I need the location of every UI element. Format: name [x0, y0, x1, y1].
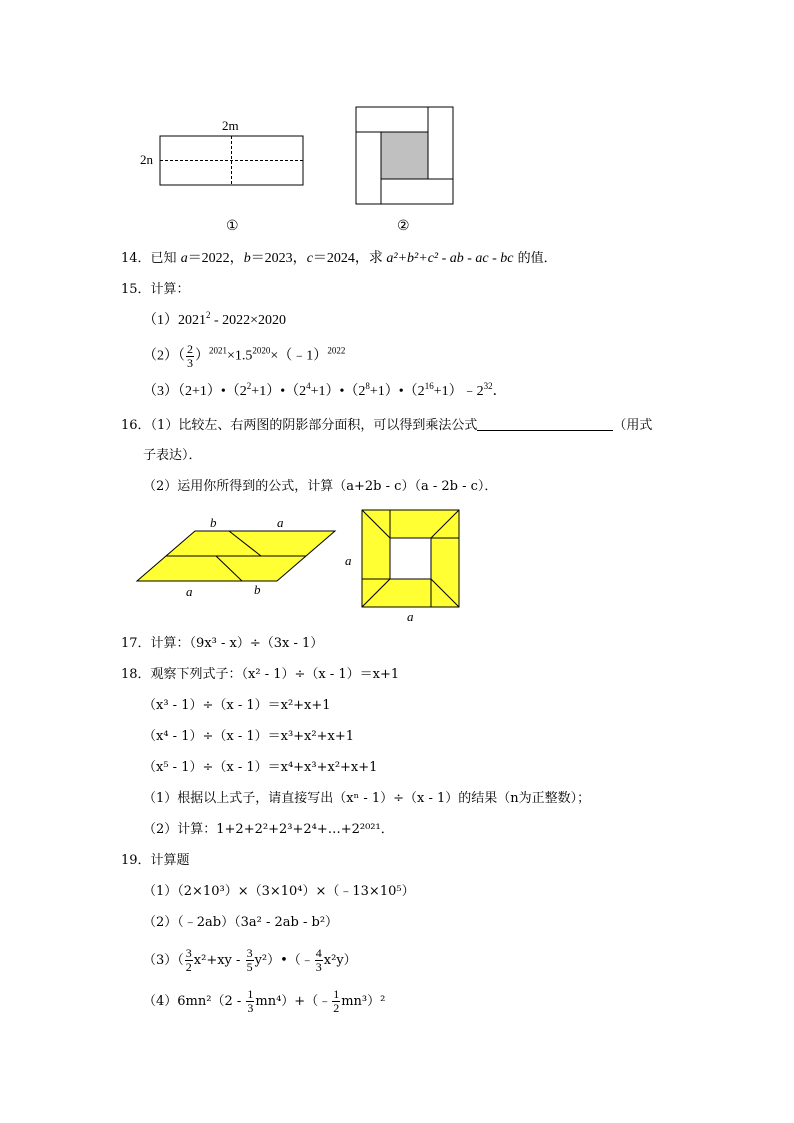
- question-18-title: 18．观察下列式子：（x² - 1）÷（x - 1）＝x+1: [121, 667, 400, 682]
- q19-p3-f3-den: 3: [315, 960, 322, 974]
- q15-p2-rest: ×（﹣1）: [270, 348, 328, 364]
- fig1-side-label: 2n: [140, 152, 153, 167]
- q15-p1-exp: 2: [206, 310, 211, 320]
- fig2-caption: ②: [397, 219, 410, 234]
- q16-part-1-continued: 子表达）．: [143, 448, 202, 463]
- q14-a: a: [180, 251, 188, 266]
- q19-p4-t1: mn⁴）+（﹣: [255, 994, 332, 1009]
- q15-p2-exp1: 2021: [209, 345, 227, 356]
- q19-p3-f1-den: 2: [185, 960, 192, 974]
- label-a-bottom: a: [186, 584, 193, 599]
- q14-expression: a²+b²+c² - ab - ac - bc: [386, 251, 514, 266]
- q18-line-1: （x³ - 1）÷（x - 1）＝x²+x+1: [143, 698, 331, 713]
- q15-p3-b: +1）•（2: [310, 384, 366, 399]
- q15-p3-e3: 8: [365, 381, 370, 391]
- q15-p3-d: +1）﹣2: [433, 384, 484, 399]
- label-a-top: a: [277, 515, 284, 530]
- q19-p4-frac-1: [246, 988, 254, 1015]
- q19-p4-f2-den: 2: [333, 1001, 340, 1015]
- q15-p2-exp3: 2022: [327, 345, 346, 356]
- q19-part-2: （2）（﹣2ab）（3a² - 2ab - b²）: [143, 915, 339, 930]
- label-b-top: b: [210, 515, 217, 530]
- q19-p4-label: （4）6mn²（2 -: [143, 994, 246, 1009]
- q16-figure-right: [340, 505, 470, 625]
- q18-line-3: （x⁵ - 1）÷（x - 1）＝x⁴+x³+x²+x+1: [143, 760, 378, 775]
- q15-p2-den: 3: [187, 356, 193, 370]
- q19-p3-t2: y²）•（﹣: [254, 953, 314, 968]
- q15-p1-label: （1）: [143, 313, 178, 328]
- q15-p2-exp2: 2020: [252, 345, 271, 356]
- q15-p2-num: 2: [187, 342, 193, 356]
- q18-line-2: （x⁴ - 1）÷（x - 1）＝x³+x²+x+1: [143, 729, 354, 744]
- q18-part-2: （2）计算：1+2+2²+2³+2⁴+…+2²⁰²¹．: [143, 822, 394, 837]
- q19-p4-f1-den: 3: [247, 1001, 254, 1015]
- fig1-caption: ①: [226, 219, 239, 234]
- q19-part-4: [143, 988, 385, 1015]
- fig1-top-label: 2m: [222, 118, 239, 133]
- q16-part-2: （2）运用你所得到的公式，计算（a+2b - c）（a - 2b - c）．: [143, 479, 498, 494]
- q14-suffix: 的值．: [513, 251, 557, 266]
- q19-p3-frac-2: [246, 947, 254, 974]
- question-14: [121, 250, 557, 268]
- q15-p1-base: 2021: [178, 313, 206, 328]
- label-b-bottom: b: [254, 582, 261, 597]
- q15-p2-label: （2）（: [143, 348, 185, 364]
- q15-p3-e5: 32: [483, 381, 493, 391]
- question-15-title: 15．计算：: [121, 282, 190, 297]
- figure-2: [350, 100, 460, 235]
- q19-p3-f3-num: 4: [315, 946, 322, 960]
- question-16-part-1: [121, 416, 652, 435]
- q19-p4-frac-2: [332, 988, 340, 1015]
- q19-p3-f2-num: 3: [246, 946, 253, 960]
- q14-c-eq: ＝2024，求: [312, 251, 387, 266]
- q19-p3-label: （3）（: [143, 953, 184, 968]
- q15-p3-e4: 16: [424, 381, 434, 391]
- q15-p2-fraction: [186, 343, 194, 370]
- answer-blank[interactable]: [477, 416, 613, 431]
- question-19-title: 19．计算题: [121, 853, 190, 868]
- q19-p4-f2-num: 1: [333, 987, 340, 1001]
- q15-p1-rest: - 2022×2020: [210, 313, 287, 328]
- q19-p3-frac-3: [315, 947, 323, 974]
- q15-part-2: （2）（ $\frac{2}{3}$ ）$^{2021}\times 1.5^{2020}\times(﹣1)^{2022}$: [143, 342, 346, 370]
- q19-p3-t1: x²+xy -: [193, 953, 245, 968]
- question-17: 17．计算：（9x³ - x）÷（3x - 1）: [121, 636, 324, 651]
- q15-p3-end: ．: [492, 384, 507, 399]
- q15-p3-e1: 2: [246, 381, 252, 391]
- q15-part-1: [143, 312, 286, 330]
- label-bottom-a: a: [407, 609, 414, 624]
- fig2-shaded-square: [381, 132, 428, 179]
- q19-p3-t3: x²y）: [323, 953, 357, 968]
- q15-p3-e2: 4: [306, 381, 311, 391]
- inner-square: [390, 538, 431, 579]
- q14-a-eq: ＝2022，: [187, 251, 244, 266]
- q16-p1-tail: （用式: [613, 418, 653, 433]
- q19-p3-f2-den: 5: [246, 960, 253, 974]
- q14-c: c: [306, 251, 313, 266]
- q19-p4-f1-num: 1: [247, 987, 254, 1001]
- q18-part-1: （1）根据以上式子，请直接写出（xⁿ - 1）÷（x - 1）的结果（n为正整数）；: [143, 791, 591, 806]
- q19-p4-t2: mn³）²: [341, 994, 386, 1009]
- q15-p2-mid: ×1.5: [227, 348, 253, 364]
- q16-p1-text: 16．（1）比较左、右两图的阴影部分面积，可以得到乘法公式: [121, 418, 478, 433]
- q15-p3-a: +1）•（2: [251, 384, 307, 399]
- q16-figure-left: [130, 508, 345, 603]
- q15-p3-label: （3）（2+1）•（2: [143, 384, 247, 399]
- q14-b-eq: ＝2023，: [250, 251, 307, 266]
- q14-b: b: [243, 251, 251, 266]
- q19-part-3: [143, 947, 357, 974]
- q19-p3-f1-num: 3: [185, 946, 192, 960]
- q19-p3-frac-1: [185, 947, 193, 974]
- q14-prefix: 14．已知: [121, 251, 181, 266]
- q19-part-1: （1）（2×10³）×（3×10⁴）×（﹣13×10⁵）: [143, 884, 415, 899]
- label-side-a: a: [345, 553, 352, 568]
- q15-part-3: [143, 383, 507, 401]
- q15-p3-c: +1）•（2: [369, 384, 425, 399]
- figure-1: [130, 110, 320, 235]
